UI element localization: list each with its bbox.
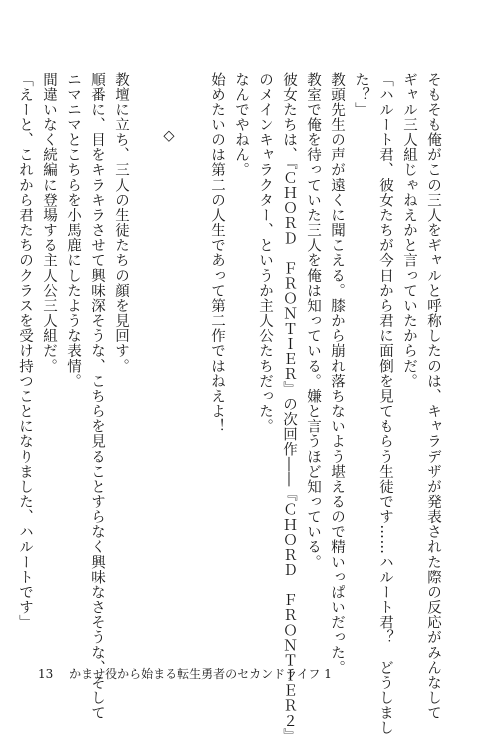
page-number: 13 xyxy=(38,667,54,681)
text-line: 「ハルート君、彼女たちが今日から君に面倒を見てもらう生徒です……ハルート君？ どうしまし xyxy=(377,72,393,736)
blank-line xyxy=(181,72,205,642)
text-line: そもそも俺がこの三人をギャルと呼称したのは、キャラデザが発表された際の反応がみんなして xyxy=(425,72,441,721)
text-line: なんでやねん。 xyxy=(233,72,249,178)
page-footer xyxy=(38,665,332,682)
text-line: 教頭先生の声が遠くに聞こえる。膝から崩れ落ちないよう堪えるので精いっぱいだった。 xyxy=(329,72,345,676)
text-line: 順番に、目をキラキラさせて興味深そうな、こちらを見ることすらなく興味なさそうな、そして xyxy=(89,72,105,721)
text-line: 始めたいのは第二の人生であって第二作ではねえよ！ xyxy=(209,72,225,434)
text-line: 教室で俺を待っていた三人を俺は知っている。嫌と言うほど知っている。 xyxy=(305,72,321,570)
text-line: た？」 xyxy=(353,72,369,118)
text-line: 「えーと、これから君たちのクラスを受け持つことになりました、ハルートです」 xyxy=(17,72,33,630)
section-break-diamond: ◇ xyxy=(161,128,177,145)
text-line: ニマニマとこちらを小馬鹿にしたような表情。 xyxy=(65,72,81,389)
text-line: ギャル三人組じゃねえかと言っていたからだ。 xyxy=(401,72,417,389)
book-title: かませ役から始まる転生勇者のセカンドライフ 1 xyxy=(69,667,332,681)
blank-line xyxy=(133,72,157,642)
text-line: のメインキャラクター、というか主人公たちだった。 xyxy=(257,72,273,434)
text-line: 彼女たちは、『ＣＨＯＲＤ ＦＲＯＮＴＩＥＲ』の次回作――『ＣＨＯＲＤ ＦＲＯＮＴＩＥＲ２』 xyxy=(281,72,297,743)
text-line: 教壇に立ち、三人の生徒たちの顔を見回す。 xyxy=(113,72,129,374)
text-line: 間違いなく続編に登場する主人公三人組だ。 xyxy=(41,72,57,374)
